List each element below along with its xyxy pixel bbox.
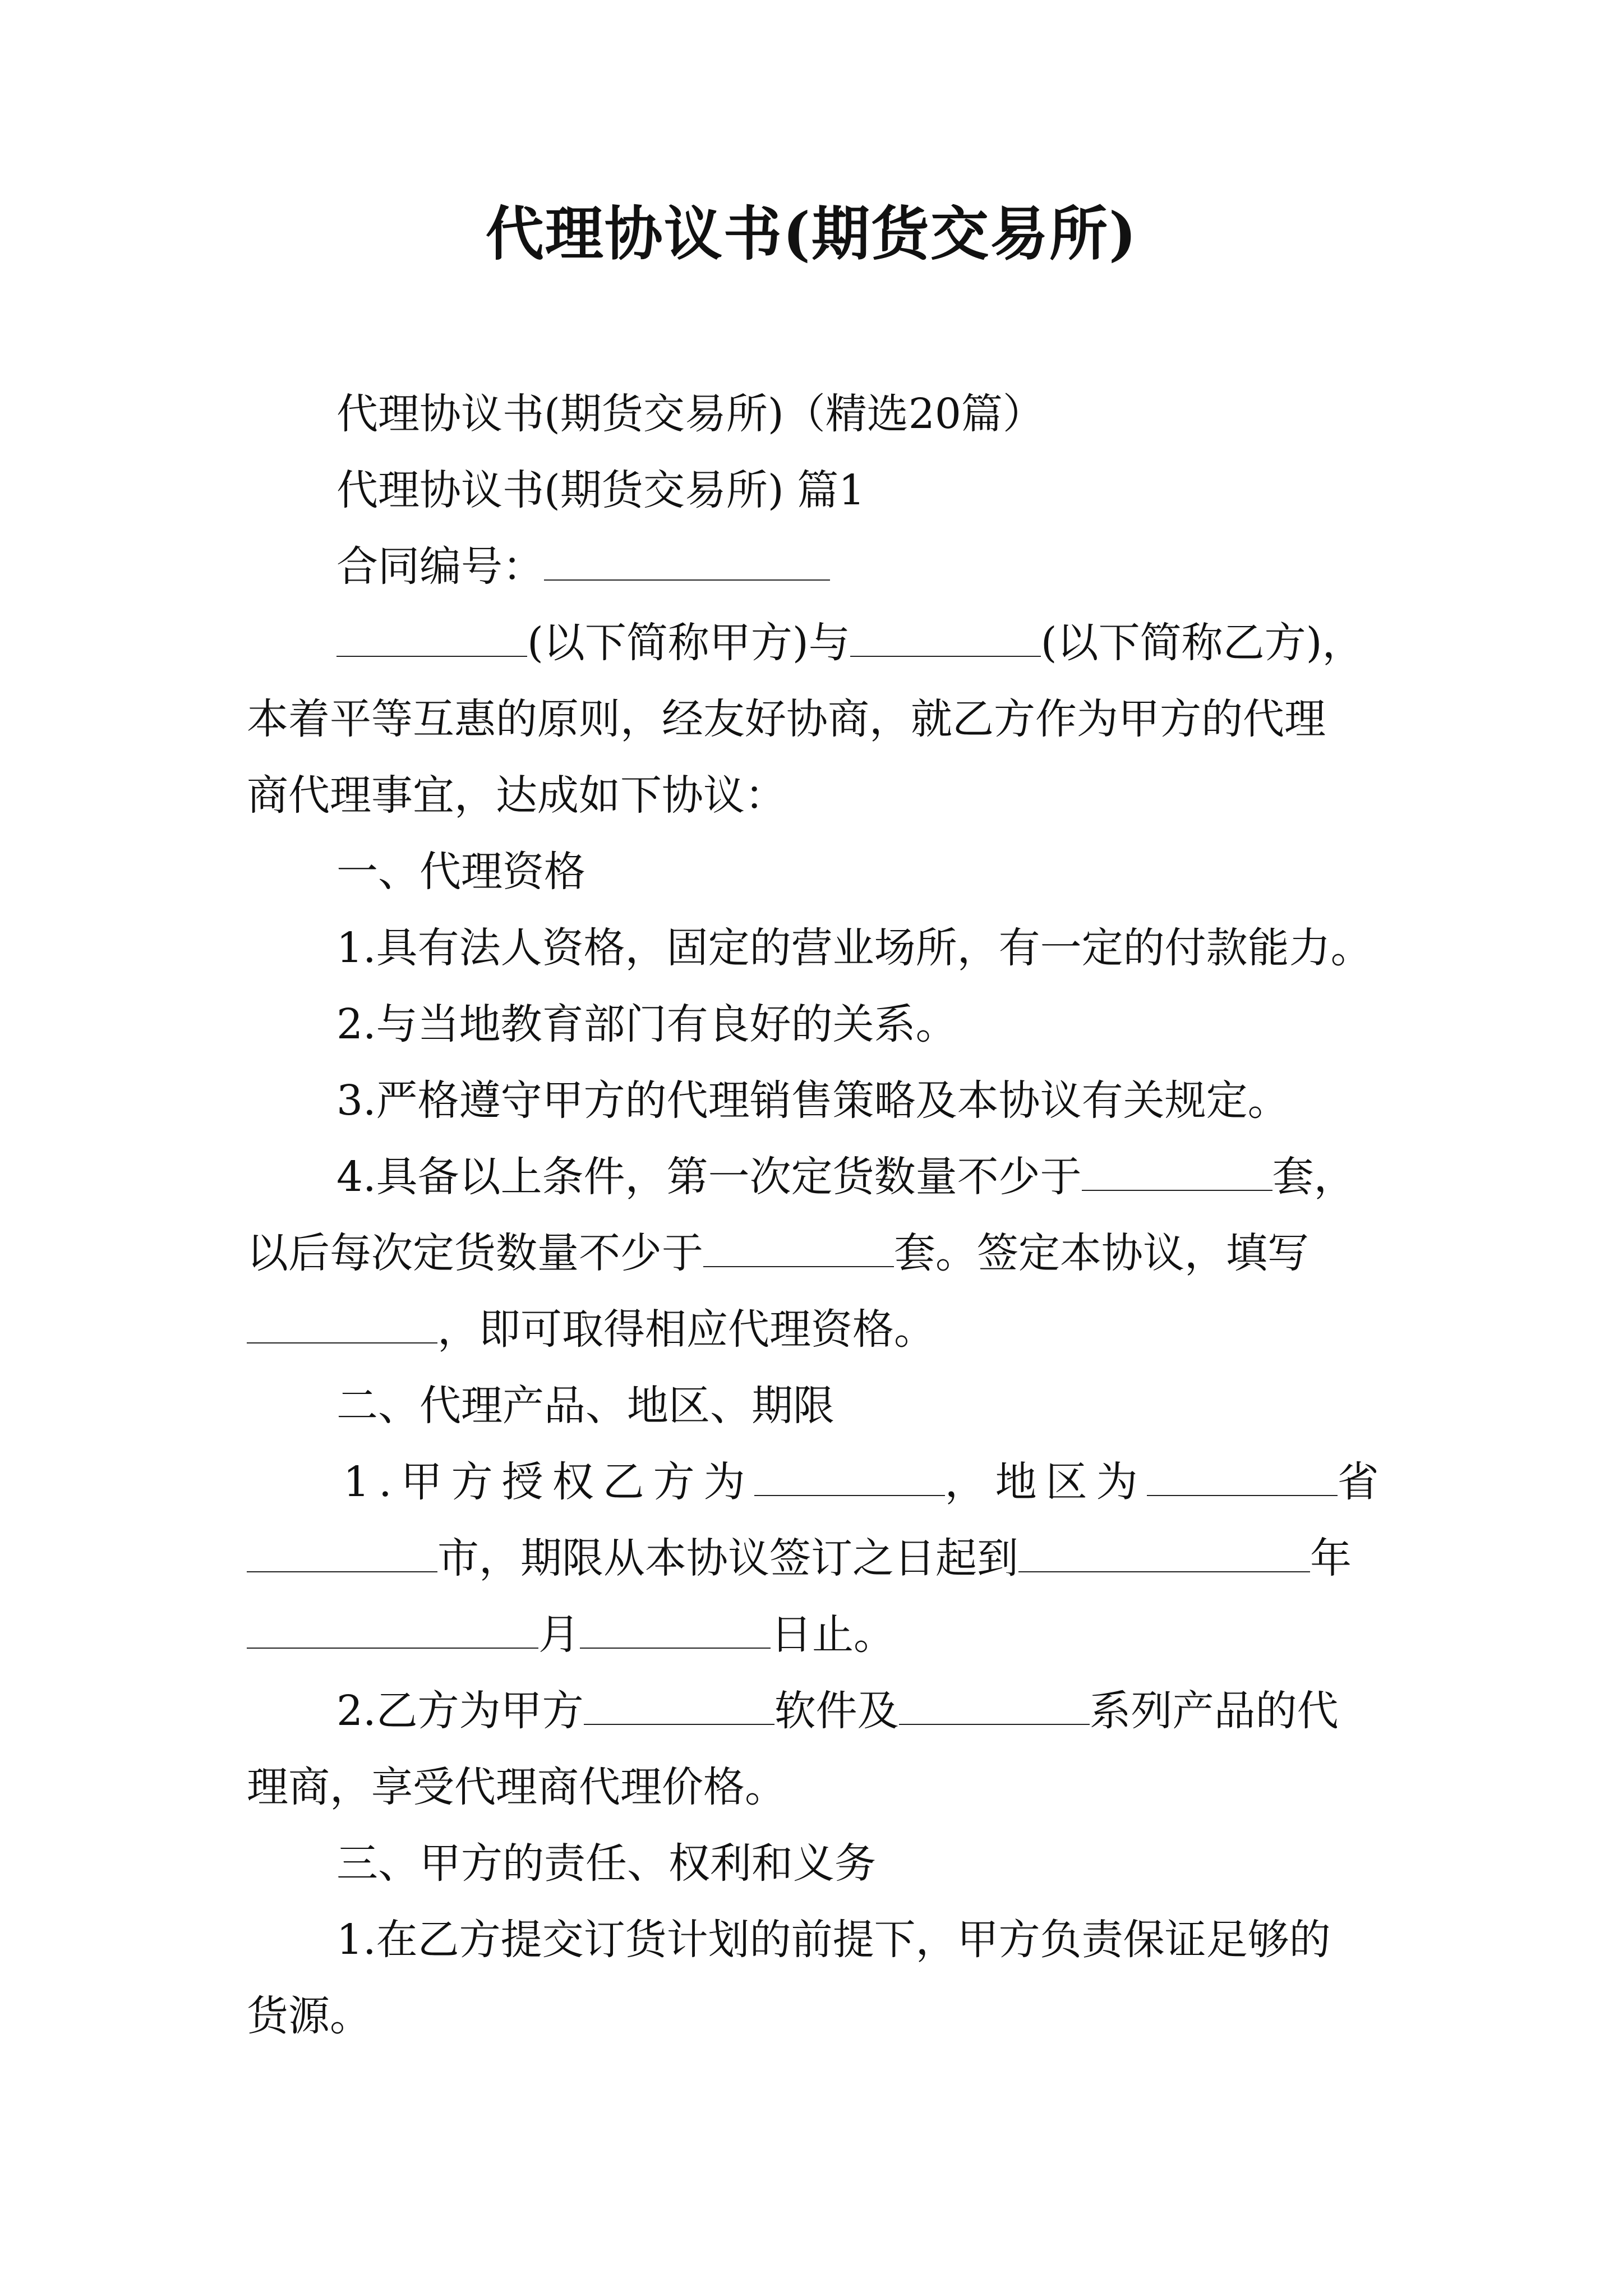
clause-text: 套，: [1272, 1153, 1355, 1201]
clause-text: ，地区为: [944, 1458, 1147, 1506]
paragraph-line: 理商，享受代理商代理价格。: [247, 1763, 786, 1811]
parties-line: [247, 605, 1436, 681]
clause-item: [247, 1596, 1436, 1673]
paragraph-line: 商代理事宜，达成如下协议：: [247, 771, 786, 820]
clause-text: 月: [538, 1611, 580, 1659]
clause-item: [247, 1520, 1436, 1596]
clause-heading: 一、代理资格: [336, 848, 585, 896]
clause-text: 2.乙方为甲方: [336, 1687, 584, 1735]
party-a-blank: [336, 620, 527, 657]
clause-text: 年: [1310, 1534, 1352, 1582]
clause-item: [247, 1673, 1436, 1749]
document-title: 代理协议书(期货交易所): [485, 199, 1138, 268]
clause-text: 1.甲方授权乙方为: [343, 1458, 754, 1506]
clause-item: [247, 1215, 1436, 1291]
contract-number-label: 合同编号：: [336, 542, 544, 591]
day-blank: [580, 1612, 771, 1649]
later-order-quantity-blank: [703, 1230, 894, 1267]
clause-text: 以后每次定货数量不少于: [247, 1229, 703, 1277]
subtitle-line: 代理协议书(期货交易所)（精选20篇）: [336, 390, 1044, 438]
product-series-blank: [899, 1688, 1090, 1725]
clause-text: 系列产品的代: [1089, 1687, 1339, 1735]
party-b-text: (以下简称乙方)，: [1040, 619, 1364, 667]
software-blank: [584, 1688, 774, 1725]
clause-text: 日止。: [771, 1611, 895, 1659]
province-blank: [1147, 1459, 1338, 1496]
document-body: [247, 376, 1436, 2054]
clause-text: ，即可取得相应代理资格。: [437, 1305, 935, 1354]
clause-item: [247, 1291, 1436, 1368]
clause-heading: 三、甲方的责任、权利和义务: [336, 1839, 876, 1888]
agent-role-blank: [754, 1459, 945, 1496]
section-heading: 代理协议书(期货交易所) 篇1: [336, 466, 865, 514]
clause-item: [247, 1139, 1436, 1215]
clause-text: 软件及: [774, 1687, 899, 1735]
clause-item: 1.在乙方提交订货计划的前提下，甲方负责保证足够的: [336, 1916, 1331, 1964]
month-blank: [247, 1612, 538, 1649]
year-blank: [1018, 1535, 1310, 1572]
contract-number-blank: [544, 544, 830, 581]
paragraph-line: 本着平等互惠的原则，经友好协商，就乙方作为甲方的代理: [247, 695, 1326, 743]
clause-item: 1.具有法人资格，固定的营业场所，有一定的付款能力。: [336, 924, 1372, 972]
clause-item: [247, 1444, 1436, 1520]
city-blank: [247, 1535, 437, 1572]
paragraph-line: 货源。: [247, 1992, 371, 2040]
clause-heading: 二、代理产品、地区、期限: [336, 1382, 834, 1430]
clause-item: 3.严格遵守甲方的代理销售策略及本协议有关规定。: [336, 1076, 1289, 1125]
party-a-text: (以下简称甲方)与: [527, 619, 850, 667]
clause-item: 2.与当地教育部门有良好的关系。: [336, 1000, 957, 1048]
clause-text: 4.具备以上条件，第一次定货数量不少于: [336, 1153, 1082, 1201]
clause-text: 市，期限从本协议签订之日起到: [437, 1534, 1018, 1582]
clause-text: 套。签定本协议，填写: [894, 1229, 1309, 1277]
first-order-quantity-blank: [1082, 1154, 1272, 1191]
party-b-blank: [850, 620, 1041, 657]
fill-in-blank: [247, 1306, 437, 1343]
clause-text: 省: [1337, 1458, 1379, 1506]
contract-number-line: [247, 528, 1436, 605]
